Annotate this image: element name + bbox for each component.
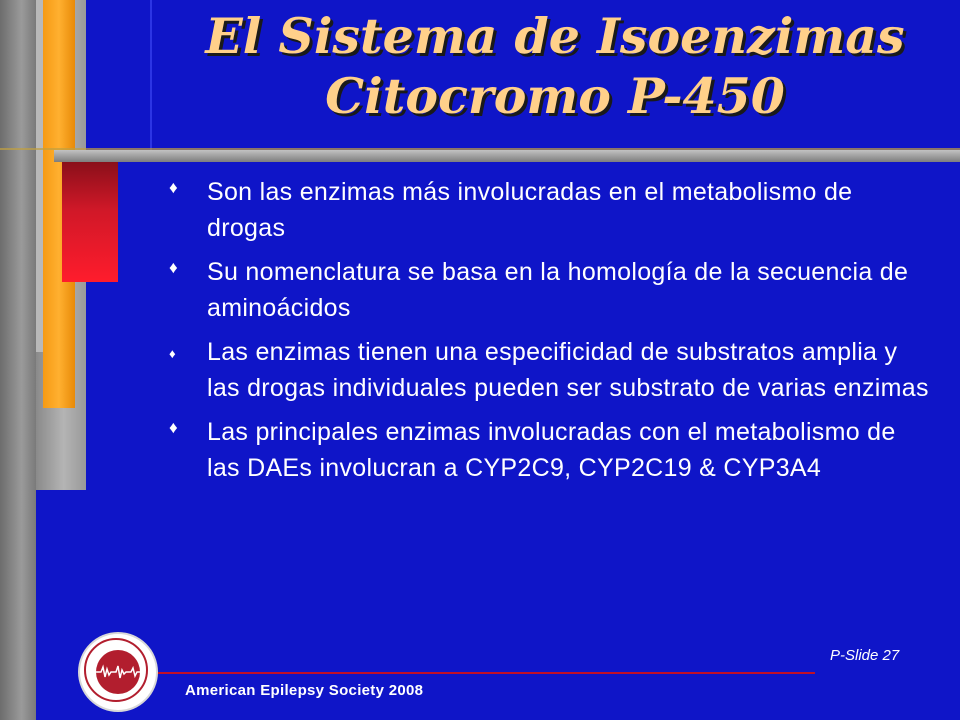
bullet-list [165,174,935,494]
slide-title-line-2: Citocromo P-450 [325,67,785,125]
decorative-bar-gray-dark [0,0,36,720]
logo-center [96,650,140,694]
diamond-bullet-icon: ♦ [169,258,178,277]
slide-number: P-Slide 27 [830,647,900,664]
eeg-wave-icon [96,664,140,680]
decorative-bar-horizontal [54,150,960,162]
decorative-bar-red [62,162,118,282]
bullet-item [165,414,935,486]
bullet-item [165,254,935,326]
bullet-text: Son las enzimas más involucradas en el metabolismo de drogas [207,178,853,242]
diamond-bullet-icon: ♦ [169,178,178,197]
diamond-bullet-icon: ♦ [169,418,178,437]
footer-divider [150,672,815,674]
title-divider-vertical [150,0,152,150]
footer-organization: American Epilepsy Society 2008 [185,682,424,699]
bullet-text: Las enzimas tienen una especificidad de substratos amplia y las drogas individuales pueden ser substrato de varias enzimas [207,338,929,402]
bullet-item [165,334,935,406]
aes-seal-logo-icon [80,634,156,710]
bullet-item [165,174,935,246]
bullet-text: Las principales enzimas involucradas con el metabolismo de las DAEs involucran a CYP2C9, CYP2C19 & CYP3A4 [207,418,896,482]
slide-title-line-1: El Sistema de Isoenzimas [205,7,905,65]
slide-title [160,6,950,126]
diamond-bullet-icon: ♦ [169,346,176,361]
bullet-text: Su nomenclatura se basa en la homología de la secuencia de aminoácidos [207,258,909,322]
